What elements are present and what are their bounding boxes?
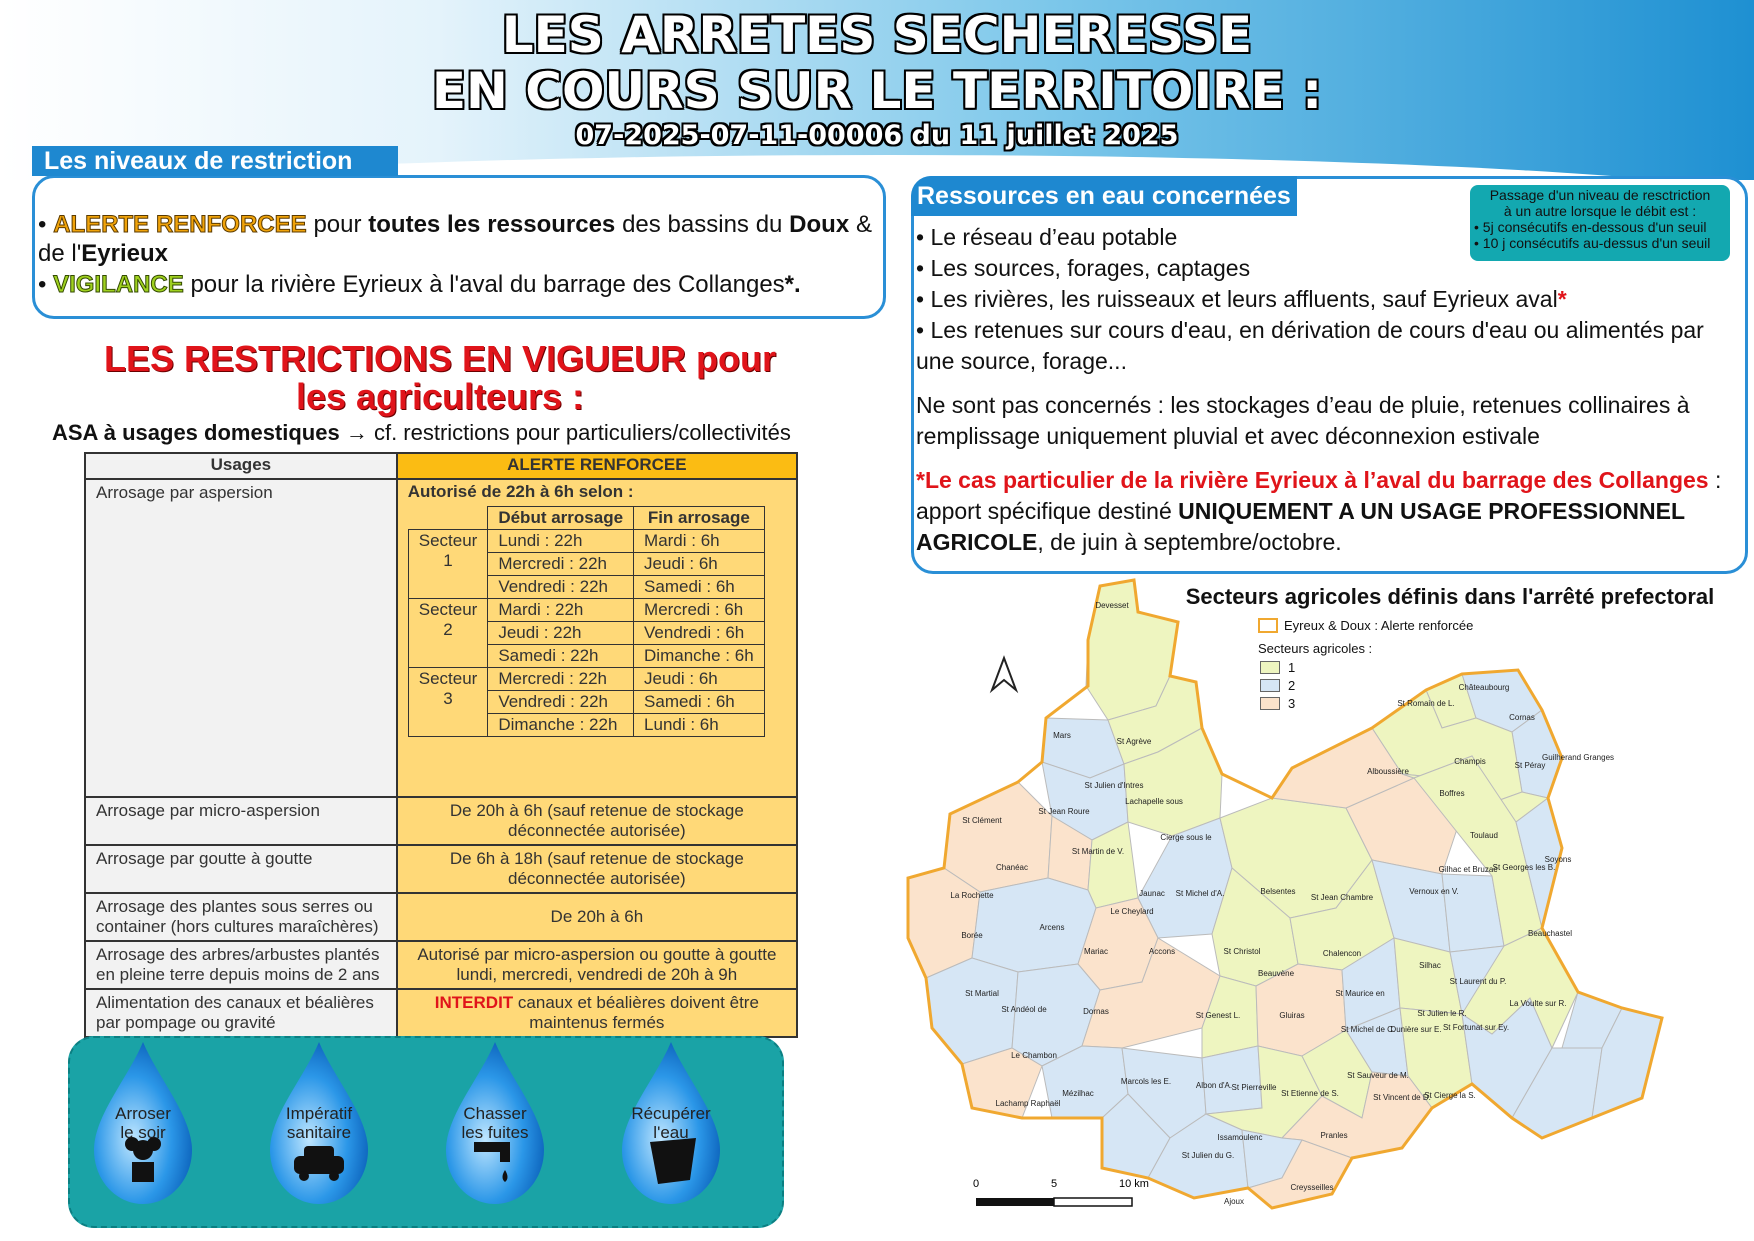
commune-label: St Etienne de S. (1281, 1089, 1339, 1098)
legend-title: Secteurs agricoles : (1258, 641, 1373, 656)
commune-label: St Romain de L. (1397, 699, 1455, 708)
tip-label: Récupérer l'eau (631, 1104, 711, 1142)
commune-label: St Jean Chambre (1310, 893, 1374, 902)
restrictions-title-line1: LES RESTRICTIONS EN VIGUEUR pour (103, 338, 777, 379)
alerte-renforcee-badge: ALERTE RENFORCEE (53, 211, 307, 238)
schedule-cell: Mercredi : 22h (488, 553, 634, 576)
commune-label: St Michel de C. (1340, 1025, 1396, 1034)
secteur-3-label: Secteur 3 (408, 668, 488, 737)
commune-label: St Maurice en (1335, 989, 1385, 998)
commune-label: St Christol (1223, 947, 1261, 956)
ressources-list (916, 222, 1736, 558)
commune-label: Arcens (1039, 923, 1065, 932)
bullet: • (38, 211, 47, 238)
tip-label: Impératif sanitaire (285, 1104, 353, 1142)
col-alerte-header: ALERTE RENFORCEE (397, 453, 797, 479)
secteurs-map (902, 578, 1754, 1241)
legend-item-3: 3 (1260, 696, 1473, 711)
commune-label: Albon d'A. (1195, 1081, 1233, 1090)
seuil-note: Passage d'un niveau de resctriction à un autre lorsque le débit est : • 5j consécutifs en-dessous d'un seuil • 10 j consécutifs au-dessus d'un seuil (1470, 185, 1730, 261)
legend-item-1: 1 (1260, 660, 1473, 675)
commune-label: St Cierge la S. (1424, 1091, 1476, 1100)
restrictions-title-line2: les agriculteurs : (295, 376, 585, 417)
tip-label: Chasser les fuites (461, 1104, 529, 1142)
schedule-cell: Samedi : 6h (634, 691, 765, 714)
schedule-cell: Jeudi : 6h (634, 553, 765, 576)
commune-label: Ajoux (1223, 1197, 1245, 1206)
aspersion-intro: Autorisé de 22h à 6h selon : (407, 482, 634, 501)
commune-label: Chanéac (995, 863, 1029, 872)
niveaux-line1: • ALERTE RENFORCEE pour toutes les ressources des bassins du Doux & de l'Eyrieux (38, 211, 872, 267)
tip-4 (616, 1038, 726, 1208)
schedule-cell: Samedi : 22h (488, 645, 634, 668)
restrictions-table (84, 452, 798, 1038)
commune-label: St Jean Roure (1038, 807, 1090, 816)
commune-label: Mézilhac (1062, 1089, 1094, 1098)
commune-label: Gilhac et Bruzac (1438, 865, 1498, 874)
commune-label: Borée (961, 931, 983, 940)
scale-label: 0 (972, 1178, 980, 1190)
non-concernes-text: Ne sont pas concernés : les stockages d’eau de pluie, retenues collinaires à remplissage uniquement pluvial et avec déconnexion estivale (916, 392, 1690, 449)
usage-arbres: Arrosage des arbres/arbustes plantés en pleine terre depuis moins de 2 ans (85, 941, 397, 989)
scale-label: 10 km (1119, 1178, 1149, 1190)
schedule-cell: Vendredi : 22h (488, 691, 634, 714)
commune-label: Soyons (1544, 855, 1572, 864)
commune-label: Chalencon (1322, 949, 1362, 958)
commune-label: La Voulte sur R. (1509, 999, 1567, 1008)
schedule-cell: Dimanche : 22h (488, 714, 634, 737)
commune-label: St Martial (965, 989, 999, 998)
commune-label: St Julien le R. (1417, 1009, 1467, 1018)
commune-label: Vernoux en V. (1409, 887, 1459, 896)
aspersion-rule (397, 479, 797, 797)
schedule-cell: Vendredi : 6h (634, 622, 765, 645)
schedule-cell: Vendredi : 22h (488, 576, 634, 599)
schedule-cell: Lundi : 22h (488, 530, 634, 553)
commune-label: St Agrève (1116, 737, 1152, 746)
commune-label: Châteaubourg (1458, 683, 1510, 692)
tip-2 (264, 1038, 374, 1208)
bucket-icon (650, 1138, 696, 1184)
ressource-item: • Les retenues sur cours d'eau, en dérivation de cours d'eau ou alimentés par une source, forage... (916, 317, 1704, 374)
rule-serres: De 20h à 6h (397, 893, 797, 941)
commune-area (1202, 1046, 1262, 1114)
rule-arbres: Autorisé par micro-aspersion ou goutte à goutte lundi, mercredi, vendredi de 20h à 9h (397, 941, 797, 989)
commune-label: Mars (1053, 731, 1071, 740)
commune-label: St Andéol de (1001, 1005, 1047, 1014)
tip-3 (440, 1038, 550, 1208)
commune-label: Gluiras (1279, 1011, 1305, 1020)
usage-micro-aspersion: Arrosage par micro-aspersion (85, 797, 397, 845)
commune-label: Dunière sur E. (1390, 1025, 1442, 1034)
schedule-cell: Jeudi : 22h (488, 622, 634, 645)
commune-label: Boffres (1439, 789, 1465, 798)
col-usages-header: Usages (85, 453, 397, 479)
tip-label: Arroser le soir (115, 1104, 171, 1142)
cas-particulier: *Le cas particulier de la rivière Eyrieux à l’aval du barrage des Collanges : apport spécifique destiné UNIQUEMENT A UN USAGE PROFESSIONNEL AGRICOLE, de juin à septembre/octobre. (916, 467, 1722, 555)
commune-label: Lachamp Raphaël (995, 1099, 1061, 1108)
commune-label: Marcols les E. (1120, 1077, 1172, 1086)
commune-label: St Vincent de D. (1373, 1093, 1431, 1102)
usage-serres: Arrosage des plantes sous serres ou container (hors cultures maraîchères) (85, 893, 397, 941)
secteur-1-label: Secteur 1 (408, 530, 488, 599)
commune-label: Creysseilles (1290, 1183, 1334, 1192)
commune-label: Mariac (1083, 947, 1109, 956)
legend-outline: Eyreux & Doux : Alerte renforcée (1258, 618, 1473, 633)
commune-area (944, 782, 1052, 892)
asa-note: ASA à usages domestiques → cf. restrictions pour particuliers/collectivités (52, 420, 791, 445)
scale-label: 5 (1050, 1178, 1058, 1190)
commune-label: Beauchastel (1527, 929, 1573, 938)
north-arrow-icon (992, 658, 1016, 690)
commune-label: St Péray (1514, 761, 1546, 770)
commune-label: Dornas (1083, 1007, 1109, 1016)
commune-label: Le Chambon (1011, 1051, 1057, 1060)
commune-label: St Genest L. (1195, 1011, 1241, 1020)
secteur-2-label: Secteur 2 (408, 599, 488, 668)
commune-label: Cornas (1509, 713, 1535, 722)
commune-label: St Pierreville (1231, 1083, 1277, 1092)
commune-label: St Sauveur de M. (1347, 1071, 1409, 1080)
scale-bar (973, 1178, 1149, 1206)
schedule-cell: Dimanche : 6h (634, 645, 765, 668)
commune-label: Silhac (1419, 961, 1441, 970)
commune-label: Lachapelle sous (1125, 797, 1183, 806)
commune-label: La Rochette (950, 891, 994, 900)
commune-label: St Fortunat sur Ey. (1442, 1023, 1510, 1032)
commune-label: Jaunac (1139, 889, 1165, 898)
ressource-item: • Les sources, forages, captages (916, 255, 1251, 281)
secteur-schedule-table (408, 506, 765, 737)
debut-header: Début arrosage (488, 507, 634, 530)
rule-canaux: INTERDIT canaux et béalières doivent être maintenus fermés (397, 989, 797, 1037)
commune-label: Beauvène (1257, 969, 1295, 978)
commune-label: Belsentes (1260, 887, 1296, 896)
schedule-cell: Mercredi : 6h (634, 599, 765, 622)
commune-label: Le Cheylard (1110, 907, 1154, 916)
ressource-item: • Le réseau d’eau potable (916, 224, 1178, 250)
commune-label: Pranles (1320, 1131, 1348, 1140)
commune-label: Toulaud (1469, 831, 1499, 840)
usage-aspersion: Arrosage par aspersion (85, 479, 397, 797)
commune-label: St Georges les B. (1492, 863, 1556, 872)
schedule-cell: Samedi : 6h (634, 576, 765, 599)
tip-1 (88, 1038, 198, 1208)
schedule-cell: Mardi : 6h (634, 530, 765, 553)
schedule-cell: Lundi : 6h (634, 714, 765, 737)
commune-label: Guilherand Granges (1541, 753, 1615, 762)
legend-item-2: 2 (1260, 678, 1473, 693)
commune-label: St Martin de V. (1071, 847, 1125, 856)
commune-label: Devesset (1095, 601, 1129, 610)
commune-label: Cierge sous le (1160, 833, 1212, 842)
vigilance-badge: VIGILANCE (53, 271, 184, 298)
commune-label: Accons (1148, 947, 1176, 956)
commune-label: St Laurent du P. (1449, 977, 1507, 986)
fin-header: Fin arrosage (634, 507, 765, 530)
commune-label: Issamoulenc (1217, 1133, 1263, 1142)
page-subtitle: 07-2025-07-11-00006 du 11 juillet 2025 (575, 120, 1179, 151)
rule-goutte: De 6h à 18h (sauf retenue de stockage déconnectée autorisée) (397, 845, 797, 893)
commune-label: St Julien du G. (1181, 1151, 1235, 1160)
niveaux-line2: • VIGILANCE pour la rivière Eyrieux à l'aval du barrage des Collanges*. (38, 271, 801, 298)
usage-goutte: Arrosage par goutte à goutte (85, 845, 397, 893)
schedule-cell: Mardi : 22h (488, 599, 634, 622)
map-title: Secteurs agricoles définis dans l'arrêté prefectoral (1185, 584, 1715, 609)
commune-label: St Clément (962, 816, 1002, 825)
schedule-cell: Mercredi : 22h (488, 668, 634, 691)
page-title-line1: LES ARRETES SECHERESSE (501, 6, 1253, 64)
commune-label: St Michel d'A. (1175, 889, 1225, 898)
interdit-label: INTERDIT (434, 993, 514, 1012)
rule-micro-aspersion: De 20h à 6h (sauf retenue de stockage déconnectée autorisée) (397, 797, 797, 845)
schedule-cell: Jeudi : 6h (634, 668, 765, 691)
usage-canaux: Alimentation des canaux et béalières par pompage ou gravité (85, 989, 397, 1037)
commune-label: Champis (1454, 757, 1486, 766)
commune-label: Alboussière (1367, 767, 1409, 776)
ressource-item: • Les rivières, les ruisseaux et leurs affluents, sauf Eyrieux aval* (916, 286, 1567, 312)
niveaux-heading: Les niveaux de restriction (32, 146, 398, 176)
commune-label: St Julien d'Intres (1084, 781, 1144, 790)
page-title-line2: EN COURS SUR LE TERRITOIRE : (431, 62, 1323, 120)
ressources-heading: Ressources en eau concernées (911, 176, 1297, 216)
